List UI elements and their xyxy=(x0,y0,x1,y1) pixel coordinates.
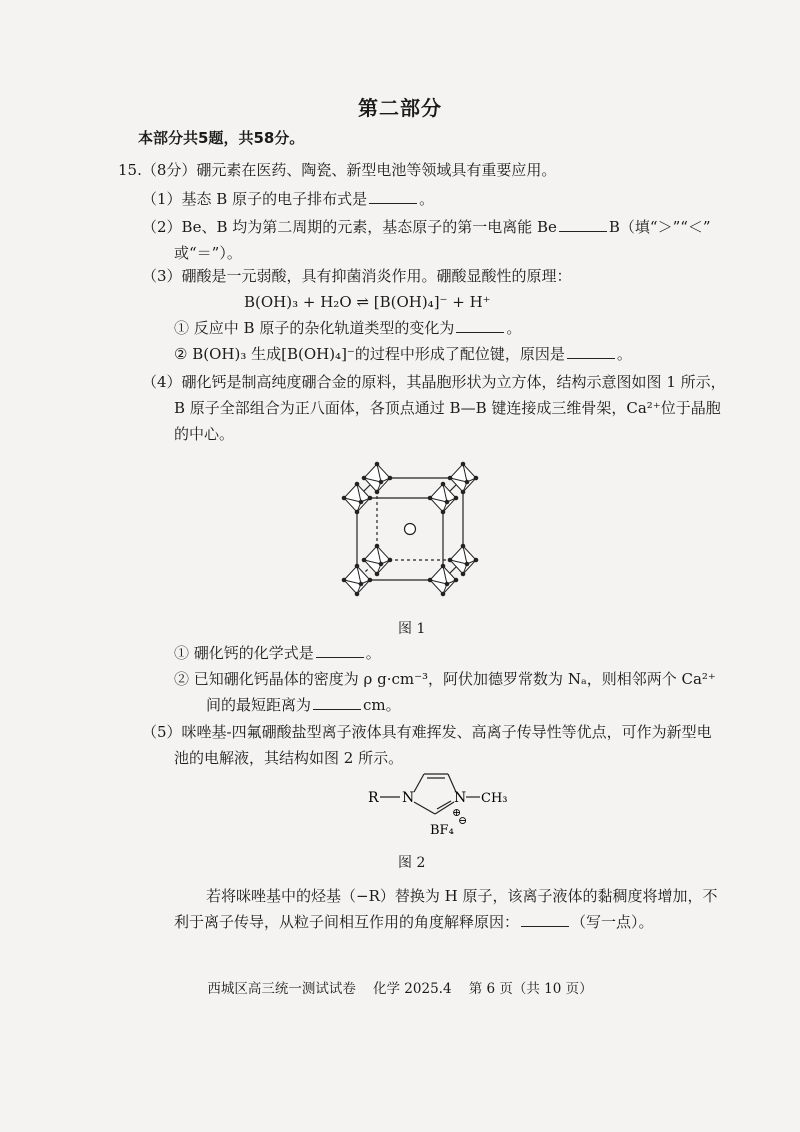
subquestion-1: （1）基态 B 原子的电子排布式是 。 xyxy=(142,190,435,208)
r-group-label: R xyxy=(368,790,379,806)
subquestion-5-line2: 池的电解液，其结构如图 2 所示。 xyxy=(174,749,404,767)
answer-blank xyxy=(369,189,417,204)
figure-1-caption: 图 1 xyxy=(398,621,426,637)
answer-blank xyxy=(316,643,364,658)
subquestion-4-2-line2: 间的最短距离为 cm。 xyxy=(206,696,401,714)
answer-blank xyxy=(313,695,361,710)
subquestion-3: （3）硼酸是一元弱酸，具有抑菌消炎作用。硼酸显酸性的原理： xyxy=(142,267,572,285)
part-title: 第二部分 xyxy=(358,96,442,120)
subquestion-3-1: ① 反应中 B 原子的杂化轨道类型的变化为 。 xyxy=(174,319,522,337)
subquestion-3-2: ② B(OH)₃ 生成[B(OH)₄]⁻的过程中形成了配位键，原因是 。 xyxy=(174,345,632,363)
subquestion-5-line1: （5）咪唑基-四氟硼酸盐型离子液体具有难挥发、高离子传导性等优点，可作为新型电 xyxy=(142,723,712,741)
subquestion-4-1: ① 硼化钙的化学式是 。 xyxy=(174,644,381,662)
methyl-label: CH₃ xyxy=(481,791,508,806)
question-15-header: 15.（8分）硼元素在医药、陶瓷、新型电池等领域具有重要应用。 xyxy=(118,161,557,179)
part-note: 本部分共5题，共58分。 xyxy=(138,129,305,147)
nitrogen-2-label: N xyxy=(454,790,467,806)
calcium-ion-center xyxy=(405,524,416,535)
bf4-label: BF₄ xyxy=(430,823,454,838)
subquestion-2: （2）Be、B 均为第二周期的元素，基态原子的第一电离能 Be B（填“＞”“＜” xyxy=(142,218,711,236)
nitrogen-1-label: N xyxy=(402,790,415,806)
answer-blank xyxy=(559,217,607,232)
figure-2-caption: 图 2 xyxy=(398,855,426,871)
figure-1-crystal-cell xyxy=(335,448,495,608)
answer-blank xyxy=(567,344,615,359)
answer-blank xyxy=(521,912,569,927)
answer-blank xyxy=(456,318,504,333)
figure-2-structure xyxy=(362,760,522,840)
subquestion-4-2-line1: ② 已知硼化钙晶体的密度为 ρ g·cm⁻³，阿伏加德罗常数为 Nₐ，则相邻两个 Ca²⁺ xyxy=(174,670,716,688)
subquestion-5-line3: 若将咪唑基中的烃基（−R）替换为 H 原子，该离子液体的黏稠度将增加，不 xyxy=(206,887,718,905)
subquestion-4-line1: （4）硼化钙是制高纯度硼合金的原料，其晶胞形状为立方体，结构示意图如图 1 所示， xyxy=(142,373,726,391)
subquestion-5-line4: 利于离子传导，从粒子间相互作用的角度解释原因： （写一点）。 xyxy=(174,913,654,931)
imidazole-ring xyxy=(414,774,456,814)
subquestion-2-cont: 或“＝”）。 xyxy=(174,244,242,262)
subquestion-4-line3: 的中心。 xyxy=(174,425,235,443)
octahedron xyxy=(342,564,372,596)
positive-charge-icon: ⊕ xyxy=(452,806,462,819)
subquestion-4-line2: B 原子全部组合为正八面体，各顶点通过 B—B 键连接成三维骨架，Ca²⁺位于晶胞 xyxy=(174,399,721,417)
negative-charge-icon: ⊖ xyxy=(458,814,468,827)
page-footer: 西城区高三统一测试试卷 化学 2025.4 第 6 页（共 10 页） xyxy=(207,981,593,997)
chemical-equation: B(OH)₃ + H₂O ⇌ [B(OH)₄]⁻ + H⁺ xyxy=(244,293,491,311)
